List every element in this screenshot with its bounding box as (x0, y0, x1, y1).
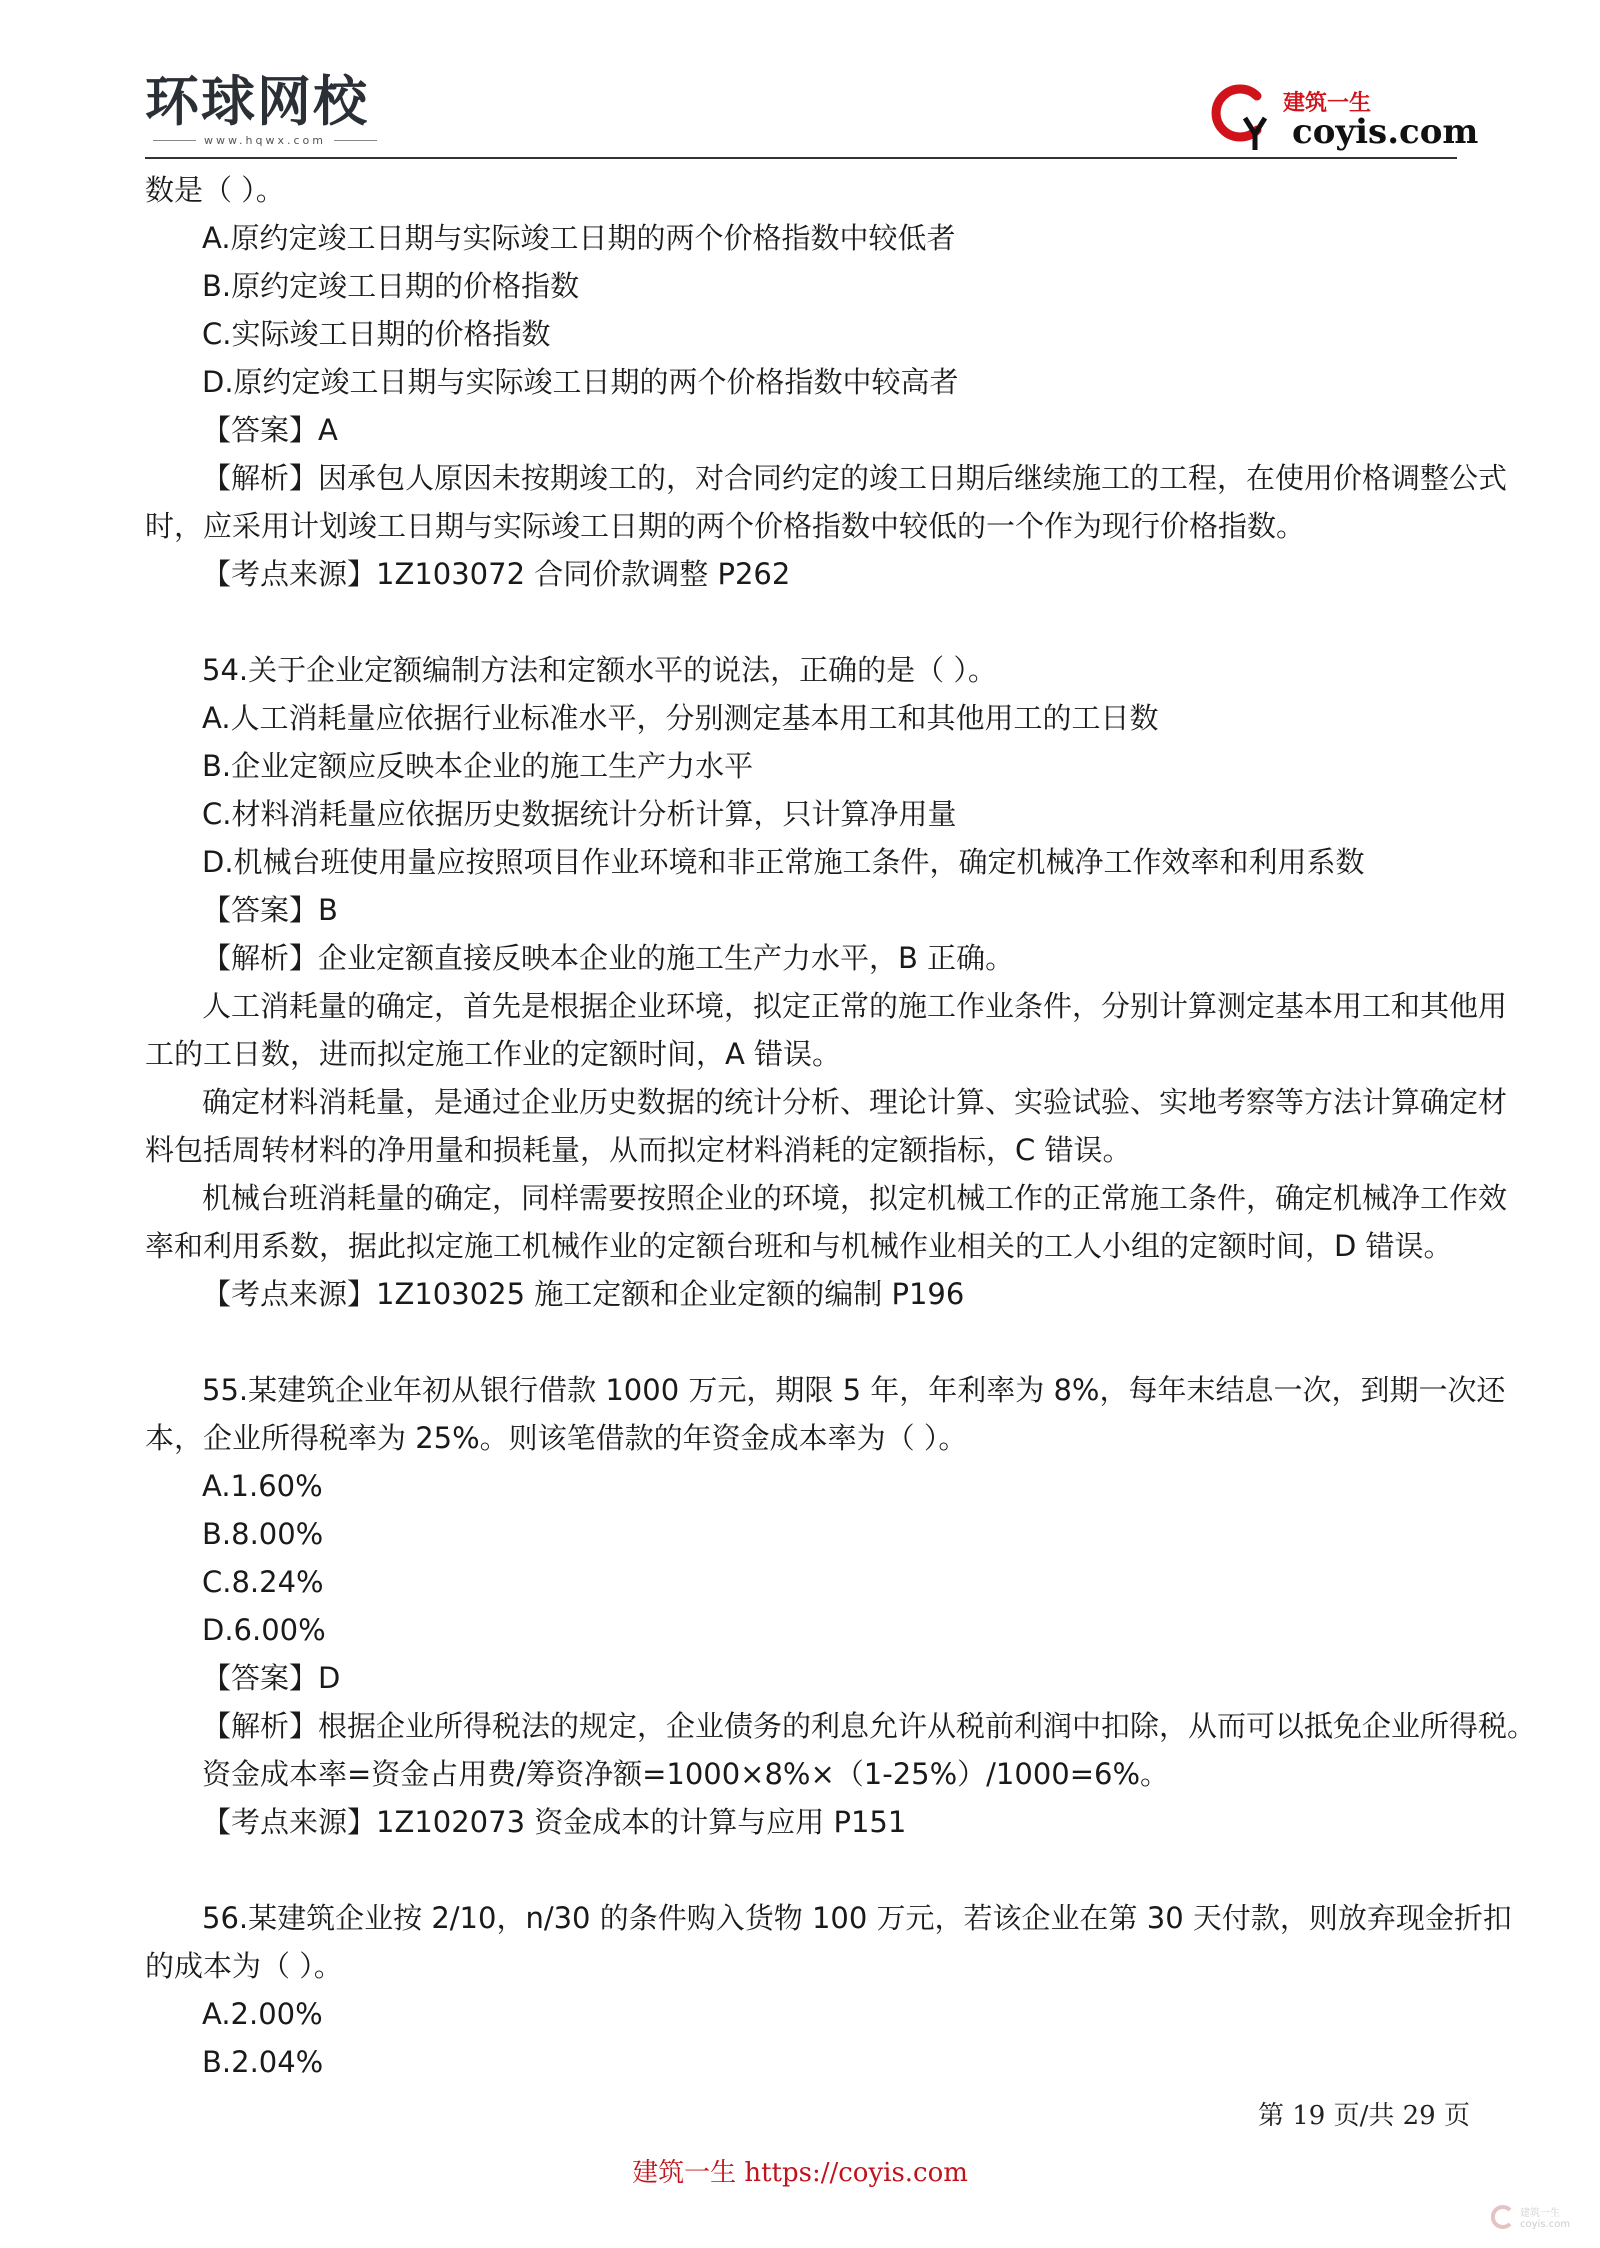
q53-source: 【考点来源】1Z103072 合同价款调整 P262 (202, 557, 791, 591)
q54-analysis-p3-cont: 料包括周转材料的净用量和损耗量，从而拟定材料消耗的定额指标，C 错误。 (145, 1133, 1132, 1167)
q55-answer: 【答案】D (202, 1661, 341, 1695)
q55-option-a: A.1.60% (202, 1469, 323, 1503)
q54-option-d: D.机械台班使用量应按照项目作业环境和非正常施工条件，确定机械净工作效率和利用系数 (202, 845, 1365, 879)
q55-stem: 55.某建筑企业年初从银行借款 1000 万元，期限 5 年，年利率为 8%，每年末结息一次，到期一次还 (202, 1373, 1506, 1407)
q55-analysis: 【解析】根据企业所得税法的规定，企业债务的利息允许从税前利润中扣除，从而可以抵免企业所得税。 (202, 1709, 1537, 1743)
q53-answer: 【答案】A (202, 413, 338, 447)
q54-analysis-p4: 机械台班消耗量的确定，同样需要按照企业的环境，拟定机械工作的正常施工条件，确定机械净工作效 (202, 1181, 1508, 1215)
page-header (0, 0, 1600, 160)
q55-formula: 资金成本率=资金占用费/筹资净额=1000×8%×（1-25%）/1000=6%。 (202, 1757, 1170, 1791)
q54-analysis-p4-cont: 率和利用系数，据此拟定施工机械作业的定额台班和与机械作业相关的工人小组的定额时间，D 错误。 (145, 1229, 1453, 1263)
coyis-logo-cn: 建筑一生 (1283, 90, 1372, 116)
q54-option-c: C.材料消耗量应依据历史数据统计分析计算，只计算净用量 (202, 797, 957, 831)
q53-stem-tail: 数是（ ）。 (145, 173, 285, 207)
hqwx-logo-text: 环球网校 (145, 70, 369, 133)
q55-option-c: C.8.24% (202, 1565, 324, 1599)
q53-option-a: A.原约定竣工日期与实际竣工日期的两个价格指数中较低者 (202, 221, 956, 255)
watermark-text: 建筑一生 coyis.com (1520, 2208, 1571, 2230)
q56-option-a: A.2.00% (202, 1997, 323, 2031)
q56-stem-cont: 的成本为（ ）。 (145, 1949, 343, 1983)
q55-option-d: D.6.00% (202, 1613, 326, 1647)
header-divider (145, 157, 1457, 159)
q55-stem-cont: 本，企业所得税率为 25%。则该笔借款的年资金成本率为（ ）。 (145, 1421, 968, 1455)
coyis-watermark (1488, 2200, 1578, 2240)
q53-analysis: 【解析】因承包人原因未按期竣工的，对合同约定的竣工日期后继续施工的工程，在使用价格调整公式 (202, 461, 1508, 495)
q55-option-b: B.8.00% (202, 1517, 324, 1551)
document-body (145, 166, 1537, 2086)
coyis-cy-icon (1205, 78, 1275, 153)
q56-stem: 56.某建筑企业按 2/10，n/30 的条件购入货物 100 万元，若该企业在第 30 天付款，则放弃现金折扣 (202, 1901, 1512, 1935)
footer-link[interactable]: 建筑一生 https://coyis.com (632, 2158, 968, 2188)
watermark-cy-icon (1488, 2202, 1518, 2232)
page-number: 第 19 页/共 29 页 (1258, 2101, 1470, 2131)
hqwx-logo-url: www.hqwx.com (145, 134, 385, 147)
q54-source: 【考点来源】1Z103025 施工定额和企业定额的编制 P196 (202, 1277, 965, 1311)
q53-option-b: B.原约定竣工日期的价格指数 (202, 269, 580, 303)
q54-analysis: 【解析】企业定额直接反映本企业的施工生产力水平，B 正确。 (202, 941, 1015, 975)
q54-option-a: A.人工消耗量应依据行业标准水平，分别测定基本用工和其他用工的工日数 (202, 701, 1159, 735)
q54-analysis-p3: 确定材料消耗量，是通过企业历史数据的统计分析、理论计算、实验试验、实地考察等方法计算确定材 (202, 1085, 1508, 1119)
q54-option-b: B.企业定额应反映本企业的施工生产力水平 (202, 749, 754, 783)
q53-option-d: D.原约定竣工日期与实际竣工日期的两个价格指数中较高者 (202, 365, 959, 399)
q53-option-c: C.实际竣工日期的价格指数 (202, 317, 551, 351)
q54-analysis-p2: 人工消耗量的确定，首先是根据企业环境，拟定正常的施工作业条件，分别计算测定基本用工和其他用 (202, 989, 1508, 1023)
hqwx-logo (145, 72, 385, 152)
q55-source: 【考点来源】1Z102073 资金成本的计算与应用 P151 (202, 1805, 907, 1839)
coyis-logo-com: coyis.com (1292, 112, 1479, 152)
q56-option-b: B.2.04% (202, 2045, 324, 2079)
q53-analysis-cont: 时，应采用计划竣工日期与实际竣工日期的两个价格指数中较低的一个作为现行价格指数。 (145, 509, 1306, 543)
coyis-logo (1205, 78, 1479, 158)
q54-stem: 54.关于企业定额编制方法和定额水平的说法，正确的是（ ）。 (202, 653, 997, 687)
q54-analysis-p2-cont: 工的工日数，进而拟定施工作业的定额时间，A 错误。 (145, 1037, 842, 1071)
q54-answer: 【答案】B (202, 893, 338, 927)
